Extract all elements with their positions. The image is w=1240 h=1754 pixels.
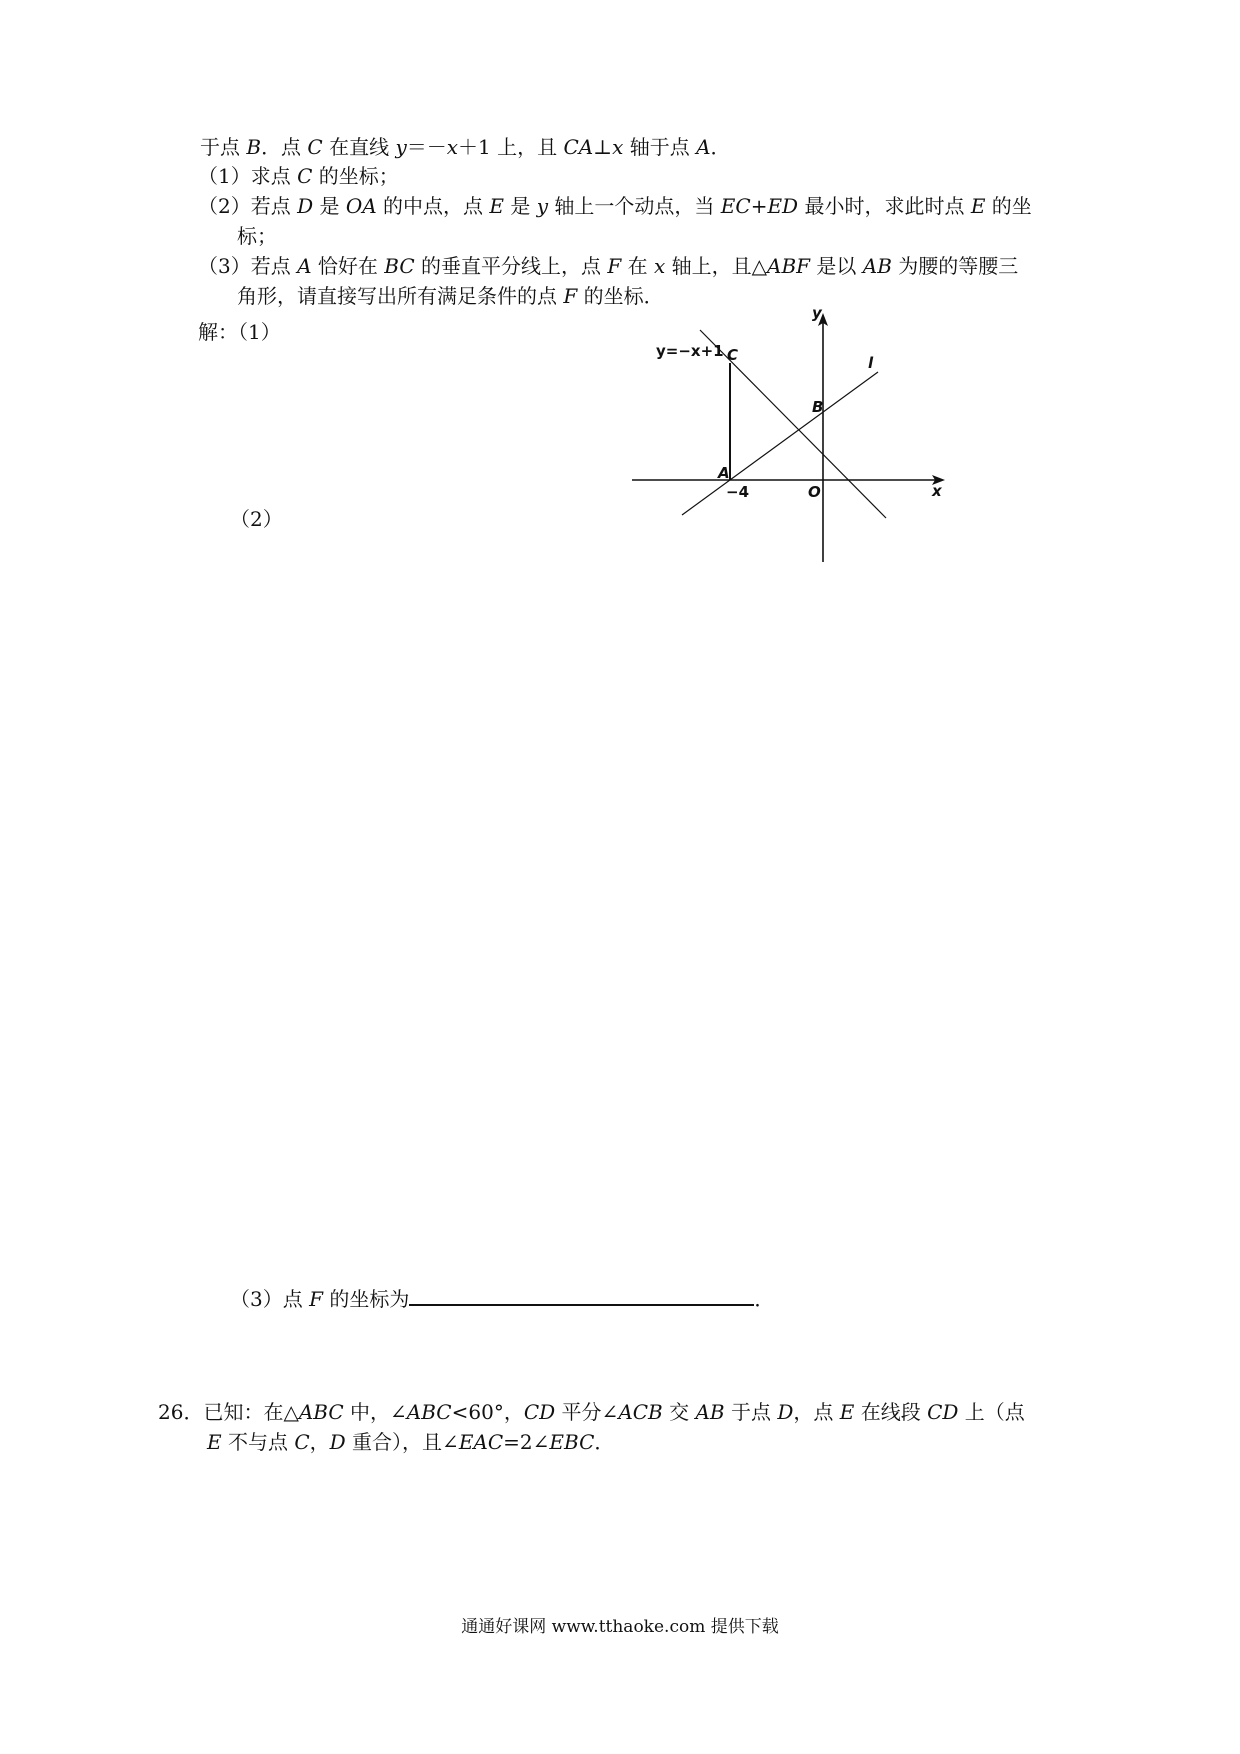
q26-line-1: 26．已知：在△ABC 中，∠ABC<60°，CD 平分∠ACB 交 AB 于点 D，点 E 在线段 CD 上（点 [158, 1400, 1025, 1424]
label-line-equation: y=−x+1 [656, 342, 724, 360]
label-l: l [868, 354, 874, 372]
label-c: C [727, 346, 739, 364]
coordinate-graph [656, 304, 1070, 570]
label-minus-4: −4 [726, 483, 750, 501]
q25-part2-line2: 标； [237, 224, 277, 248]
q25-part1: （1）求点 C 的坐标； [198, 164, 399, 188]
line-l [682, 372, 878, 515]
q25-part2-line1: （2）若点 D 是 OA 的中点，点 E 是 y 轴上一个动点，当 EC+ED 最小时，求此时点 E 的坐 [198, 194, 1032, 218]
label-b: B [812, 398, 824, 416]
q26-line-2: E 不与点 C，D 重合），且∠EAC=2∠EBC． [207, 1430, 615, 1454]
label-a: A [718, 464, 730, 482]
label-o: O [808, 483, 821, 501]
solution-part1-label: 解：（1） [198, 320, 281, 344]
solution-part2-label: （2） [230, 507, 283, 531]
q25-part3-line1: （3）若点 A 恰好在 BC 的垂直平分线上，点 F 在 x 轴上，且△ABF 是以 AB 为腰的等腰三 [198, 254, 1019, 278]
q25-line-1: 于点 B．点 C 在直线 y＝－x＋1 上，且 CA⊥x 轴于点 A． [200, 135, 731, 159]
q25-part3-line2: 角形，请直接写出所有满足条件的点 F 的坐标． [237, 284, 664, 308]
label-y: y [812, 304, 822, 322]
answer-blank[interactable] [409, 1282, 754, 1306]
label-x: x [932, 482, 942, 500]
solution-part3-line: （3）点 F 的坐标为 ． [230, 1282, 774, 1313]
page-footer: 通通好课网 www.tthaoke.com 提供下载 [461, 1617, 779, 1637]
